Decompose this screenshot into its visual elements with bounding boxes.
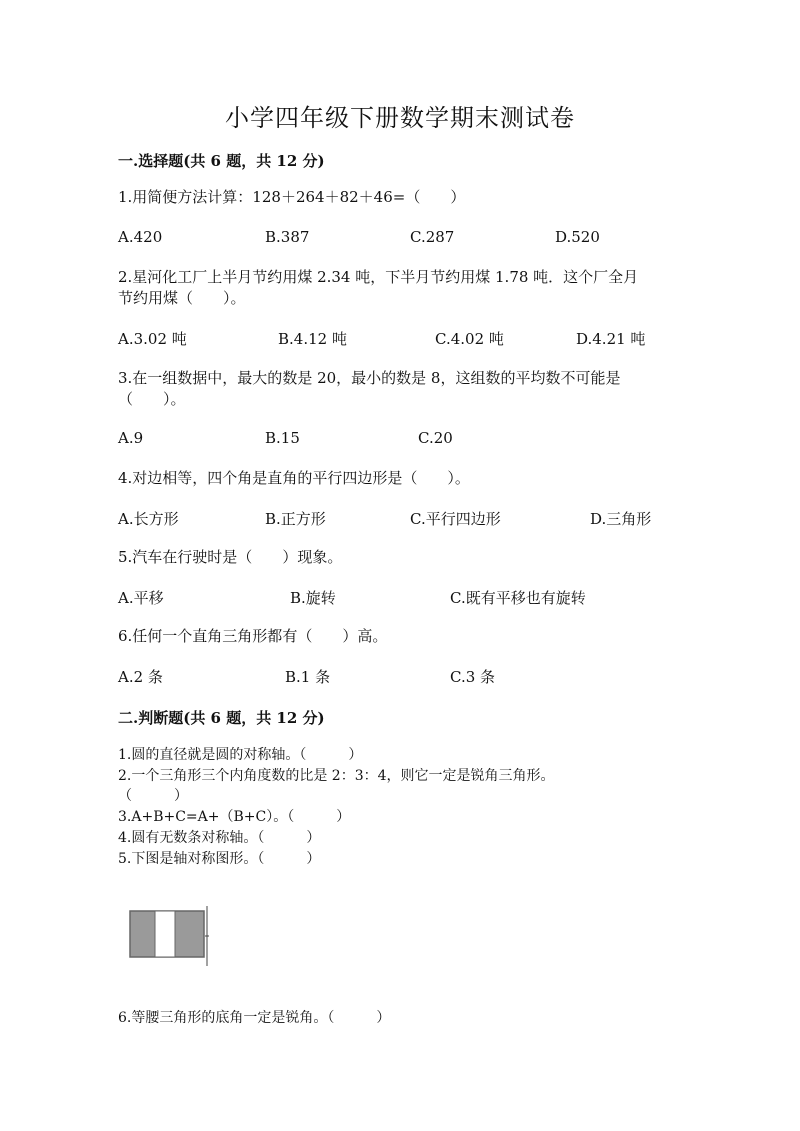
tf-item-4: 4.圆有无数条对称轴。（ ） xyxy=(118,830,321,846)
q6-option-a: A.2 条 xyxy=(118,668,163,686)
q4-option-c: C.平行四边形 xyxy=(410,510,501,528)
tf-item-6: 6.等腰三角形的底角一定是锐角。（ ） xyxy=(118,1010,391,1026)
q3-option-a: A.9 xyxy=(118,429,144,447)
q5-option-b: B.旋转 xyxy=(290,589,336,607)
question-2-line2: 节约用煤（ ）。 xyxy=(118,289,246,307)
q5-option-a: A.平移 xyxy=(118,589,164,607)
q6-option-b: B.1 条 xyxy=(285,668,331,686)
q2-option-c: C.4.02 吨 xyxy=(435,330,504,348)
q5-option-c: C.既有平移也有旋转 xyxy=(450,589,586,607)
tf-item-2: 2.一个三角形三个内角度数的比是 2：3：4，则它一定是锐角三角形。 xyxy=(118,768,555,784)
q3-option-c: C.20 xyxy=(418,429,453,447)
q3-option-b: B.15 xyxy=(265,429,300,447)
section-heading-judgement: 二.判断题(共 6 题，共 12 分) xyxy=(118,709,325,727)
tf-item-2-blank: （ ） xyxy=(118,788,188,804)
q6-option-c: C.3 条 xyxy=(450,668,496,686)
q1-option-a: A.420 xyxy=(118,228,163,246)
tf-item-3: 3.A+B+C=A+（B+C）。（ ） xyxy=(118,809,351,825)
q2-option-b: B.4.12 吨 xyxy=(278,330,347,348)
question-6: 6.任何一个直角三角形都有（ ）高。 xyxy=(118,627,388,645)
tf-item-5: 5.下图是轴对称图形。（ ） xyxy=(118,851,321,867)
q4-option-a: A.长方形 xyxy=(118,510,179,528)
q1-option-b: B.387 xyxy=(265,228,310,246)
rectangle-figure xyxy=(128,905,212,967)
question-3-line2: （ ）。 xyxy=(118,390,186,408)
question-3-line1: 3.在一组数据中，最大的数是 20，最小的数是 8，这组数的平均数不可能是 xyxy=(118,369,621,387)
q2-option-d: D.4.21 吨 xyxy=(576,330,646,348)
tf-item-1: 1.圆的直径就是圆的对称轴。（ ） xyxy=(118,747,363,763)
question-2-line1: 2.星河化工厂上半月节约用煤 2.34 吨，下半月节约用煤 1.78 吨．这个厂全月 xyxy=(118,268,639,286)
question-5: 5.汽车在行驶时是（ ）现象。 xyxy=(118,548,343,566)
page-title: 小学四年级下册数学期末测试卷 xyxy=(225,104,575,132)
question-1: 1.用简便方法计算：128＋264＋82＋46=（ ） xyxy=(118,188,466,206)
question-4: 4.对边相等，四个角是直角的平行四边形是（ ）。 xyxy=(118,469,470,487)
q4-option-b: B.正方形 xyxy=(265,510,326,528)
q1-option-c: C.287 xyxy=(410,228,455,246)
q2-option-a: A.3.02 吨 xyxy=(118,330,187,348)
section-heading-choice: 一.选择题(共 6 题，共 12 分) xyxy=(118,152,325,170)
q4-option-d: D.三角形 xyxy=(590,510,652,528)
q1-option-d: D.520 xyxy=(555,228,600,246)
figure-inner-stripe xyxy=(155,911,175,957)
